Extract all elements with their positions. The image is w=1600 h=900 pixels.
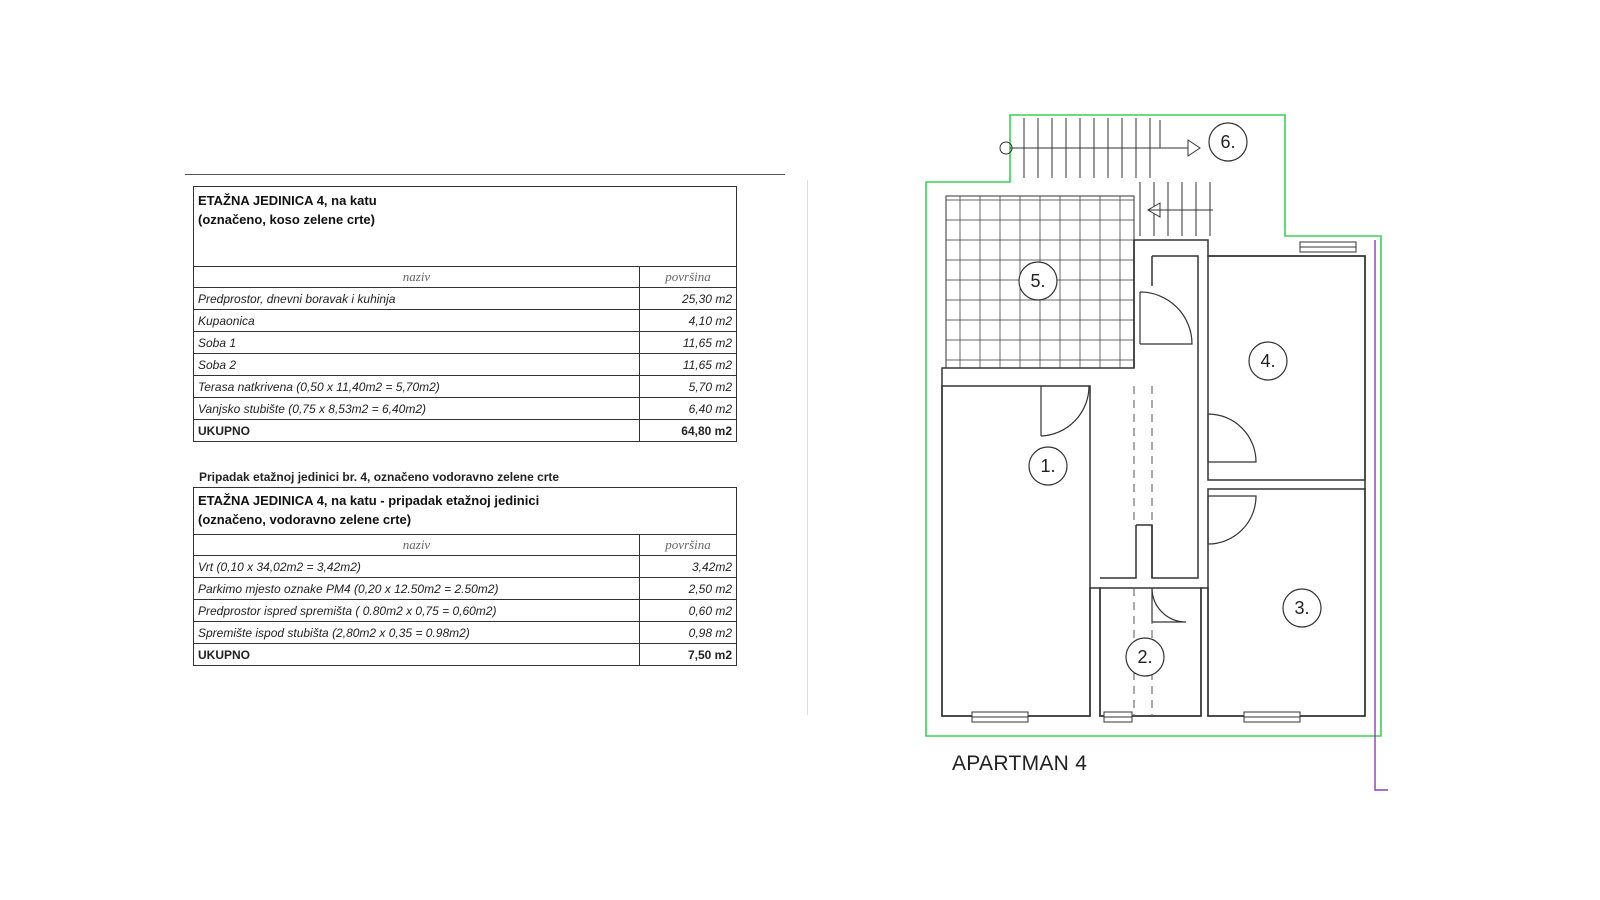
- row-name: Predprostor ispred spremišta ( 0.80m2 x 0,75 = 0,60m2): [194, 600, 640, 622]
- row-name: Spremište ispod stubišta (2,80m2 x 0,35 = 0.98m2): [194, 622, 640, 644]
- room-label-6: 6.: [1220, 132, 1236, 152]
- col-area-header: površina: [640, 267, 737, 288]
- total-value: 7,50 m2: [640, 644, 737, 666]
- col-name-header: naziv: [194, 535, 640, 556]
- room-label-5: 5.: [1030, 271, 1046, 291]
- row-area: 0,60 m2: [640, 600, 737, 622]
- row-name: Kupaonica: [194, 310, 640, 332]
- row-name: Vanjsko stubište (0,75 x 8,53m2 = 6,40m2): [194, 398, 640, 420]
- row-name: Parkimo mjesto oznake PM4 (0,20 x 12.50m2 = 2.50m2): [194, 578, 640, 600]
- row-area: 4,10 m2: [640, 310, 737, 332]
- row-area: 11,65 m2: [640, 332, 737, 354]
- room-label-1: 1.: [1040, 456, 1056, 476]
- row-area: 25,30 m2: [640, 288, 737, 310]
- row-name: Terasa natkrivena (0,50 x 11,40m2 = 5,70m2): [194, 376, 640, 398]
- row-name: Predprostor, dnevni boravak i kuhinja: [194, 288, 640, 310]
- unit-title-line1: ETAŽNA JEDINICA 4, na katu - pripadak etažnoj jedinici: [198, 493, 540, 508]
- total-label: UKUPNO: [194, 644, 640, 666]
- total-label: UKUPNO: [194, 420, 640, 442]
- appurtenance-caption: Pripadak etažnoj jedinici br. 4, označeno vodoravno zelene crte: [199, 470, 560, 484]
- row-area: 5,70 m2: [640, 376, 737, 398]
- row-name: Vrt (0,10 x 34,02m2 = 3,42m2): [194, 556, 640, 578]
- row-area: 3,42m2: [640, 556, 737, 578]
- col-name-header: naziv: [194, 267, 640, 288]
- room-label-4: 4.: [1260, 351, 1276, 371]
- room-label-3: 3.: [1294, 598, 1310, 618]
- row-name: Soba 1: [194, 332, 640, 354]
- unit-title-line1: ETAŽNA JEDINICA 4, na katu: [198, 193, 377, 208]
- total-value: 64,80 m2: [640, 420, 737, 442]
- unit-title-line2: (označeno, koso zelene crte): [198, 212, 375, 227]
- row-area: 0,98 m2: [640, 622, 737, 644]
- col-area-header: površina: [640, 535, 737, 556]
- row-area: 2,50 m2: [640, 578, 737, 600]
- row-area: 6,40 m2: [640, 398, 737, 420]
- row-name: Soba 2: [194, 354, 640, 376]
- room-label-2: 2.: [1137, 647, 1153, 667]
- row-area: 11,65 m2: [640, 354, 737, 376]
- plan-title: APARTMAN 4: [952, 752, 1088, 775]
- unit-title-line2: (označeno, vodoravno zelene crte): [198, 512, 412, 527]
